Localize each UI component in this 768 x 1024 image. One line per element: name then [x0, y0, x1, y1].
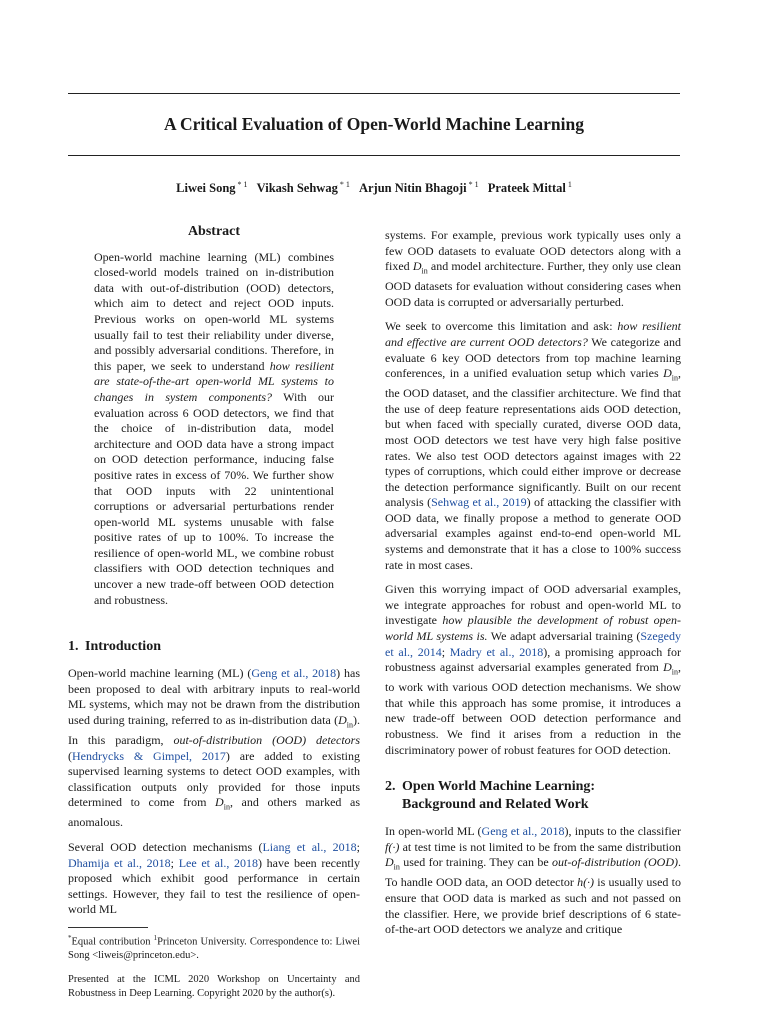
citation-link[interactable]: Geng et al., 2018 — [481, 824, 565, 839]
footnote-presented: Presented at the ICML 2020 Workshop on Uncertainty and Robustness in Deep Learning. Copyright 2020 by the author(s). — [68, 974, 360, 999]
footnote-affiliation: *Equal contribution $^1$Princeton University. Correspondence to: Liwei Song <liweis@princeton.edu>. — [68, 933, 360, 961]
author: Liwei Song $^{* 1}$ — [176, 180, 248, 196]
citation-link[interactable]: Szegedy et al., 2014 — [385, 629, 681, 659]
body-paragraph: We seek to overcome this limitation and ask: how resilient and effective are current OOD detectors? We categorize and evaluate 6 key OOD detectors from top machine learning conferences, in a unified evaluation setup which varies $D_{in}$, the OOD dataset, and the classifier architecture. We find that the use of deep feature representations aids OOD detection, but when faced with specially curated, diverse OOD data, most OOD detectors we test have very high false positive rates. We also test OOD detectors against images with 22 types of corruptions, which could either improve or decrease the detection performance significantly. Built on our recent analysis (Sehwag et al., 2019) of attacking the classifier with OOD data, we finally propose a method to generate OOD adversarial examples against end-to-end open-world ML systems and demonstrate that it has a close to 100% success rate in most cases. — [385, 319, 682, 572]
paper-title: A Critical Evaluation of Open-World Machine Learning — [163, 114, 584, 134]
author-list — [68, 180, 680, 196]
author: Prateek Mittal $^1$ — [487, 180, 572, 196]
body-paragraph: systems. For example, previous work typically uses only a few OOD datasets to evaluate OOD detectors along with a fixed $D_{in}$ and model architecture. Further, they only use clean OOD datasets for evaluation without considering cases when OOD data is corrupted or adversarially perturbed. — [385, 228, 682, 309]
citation-link[interactable]: Dhamija et al., 2018 — [68, 855, 171, 870]
right-column — [385, 228, 681, 947]
citation-link[interactable]: Geng et al., 2018 — [251, 666, 337, 681]
abstract-heading: Abstract — [187, 224, 241, 239]
citation-link[interactable]: Liang et al., 2018 — [262, 839, 357, 854]
intro-paragraph: Several OOD detection mechanisms (Liang et al., 2018; Dhamija et al., 2018; Lee et al., 2018) have been recently proposed which exhibit good performance in certain settings. However, they fail to test the resilience of open-world ML — [68, 839, 361, 917]
section-heading-background: 2. Open World Machine Learning: Background and Related Work — [385, 779, 596, 813]
citation-link[interactable]: Sehwag et al., 2019 — [431, 495, 527, 510]
footnotes — [68, 932, 360, 1001]
body-paragraph: In open-world ML (Geng et al., 2018), inputs to the classifier f(·) at test time is not limited to be from the same distribution $D_{in}$ used for training. They can be out-of-distribution (OOD). To handle OOD data, an OOD detector h(·) is usually used to ensure that OOD data is marked as such and not passed on the classifier. Here, we provide brief descriptions of 6 state-of-the-art OOD detectors we analyze and critique — [385, 824, 682, 937]
body-paragraph: Given this worrying impact of OOD adversarial examples, we integrate approaches for robust and open-world ML to investigate how plausible the development of robust open-world ML systems is. We adapt adversarial training (Szegedy et al., 2014; Madry et al., 2018), a promising approach for robustness against adversarial examples generated from $D_{in}$, to work with various OOD detection mechanisms. We show that while this approach has some promise, it introduces a new trade-off between OOD detection performance and robustness. We find it arises from a reduction in the discriminatory power of robust features for OOD detection. — [385, 582, 682, 757]
footnote-rule — [68, 927, 148, 928]
abstract-body: Open-world machine learning (ML) combines closed-world models trained on in-distribution data with out-of-distribution (OOD) detectors, which aim to detect and reject OOD inputs. Previous works on open-world ML systems usually fail to test their reliability under diverse, and possibly adversarial conditions. Therefore, in this paper, we seek to understand how resilient are state-of-the-art open-world ML systems to changes in system components? With our evaluation across 6 OOD detectors, we find that the choice of in-distribution data, model architecture and OOD data have a strong impact on OOD detection performance, inducing false positive rates in excess of 70%. We further show that OOD inputs with 22 unintentional corruptions or adversarial perturbations render open-world ML systems unusable with false positive rates of up to 100%. To increase the resilience of open-world ML, we combine robust classifiers with OOD detection techniques and uncover a new trade-off between OOD detection and robustness. — [94, 249, 334, 607]
top-rule — [68, 93, 680, 94]
citation-link[interactable]: Lee et al., 2018 — [178, 855, 259, 870]
citation-link[interactable]: Hendrycks & Gimpel, 2017 — [72, 748, 226, 763]
left-column — [68, 224, 360, 1011]
citation-link[interactable]: Madry et al., 2018 — [449, 644, 544, 659]
section-heading-introduction: 1. Introduction — [68, 639, 161, 655]
intro-paragraph: Open-world machine learning (ML) (Geng et al., 2018) has been proposed to deal with arbitrary inputs to real-world ML systems, which may not be drawn from the distribution used during training, referred to as in-distribution data $(D_{in})$. In this paradigm, out-of-distribution (OOD) detectors (Hendrycks & Gimpel, 2017) are added to existing supervised learning systems to detect OOD examples, with classification outputs only provided for those inputs determined to come from $D_{in}$, and others marked as anomalous. — [68, 666, 360, 830]
title-bottom-rule — [68, 155, 680, 156]
author: Arjun Nitin Bhagoji $^{* 1}$ — [358, 180, 479, 196]
author: Vikash Sehwag $^{* 1}$ — [256, 180, 350, 196]
